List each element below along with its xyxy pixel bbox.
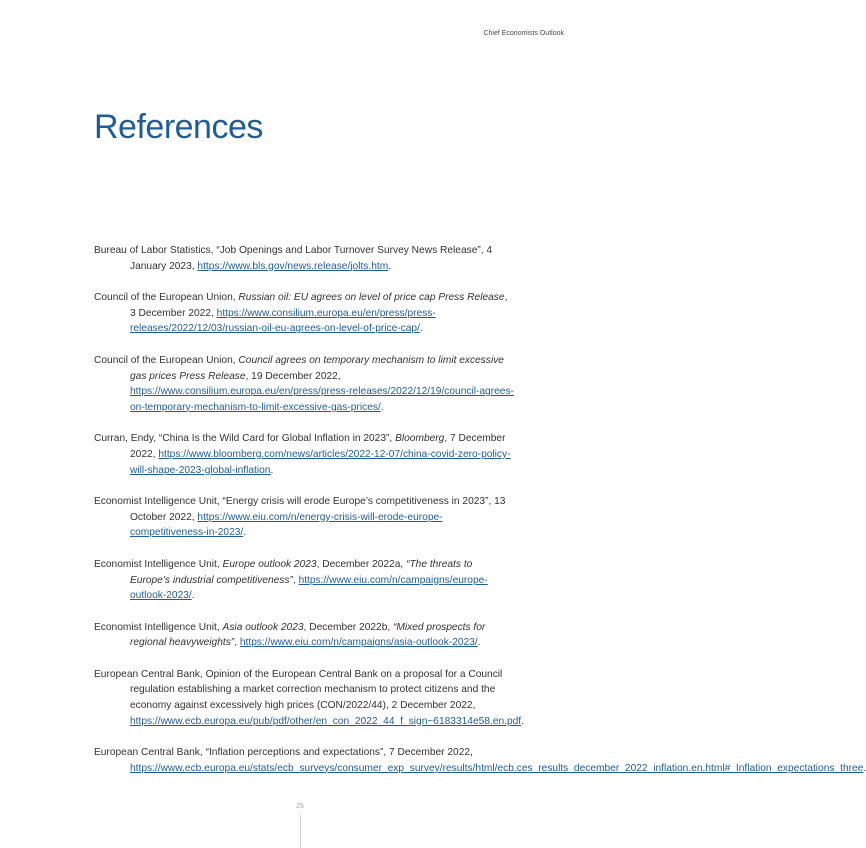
footer-divider: [300, 815, 301, 848]
reference-text: , 7 December 2022,: [130, 433, 506, 460]
reference-text: , December 2022a,: [316, 558, 407, 570]
reference-link[interactable]: https://www.ecb.europa.eu/pub/pdf/other/en_con_2022_44_f_sign~6183314e58.en.pdf: [130, 715, 522, 727]
reference-text: , December 2022b,: [303, 621, 394, 633]
reference-text: .: [521, 715, 524, 727]
reference-entry: [94, 667, 524, 729]
reference-link[interactable]: https://www.bloomberg.com/news/articles/2022-12-07/china-covid-zero-policy-will-shape-2023-global-inflation: [130, 448, 511, 476]
reference-title: Asia outlook 2023: [222, 621, 304, 633]
reference-text: Council of the European Union,: [94, 292, 239, 304]
reference-entry: [94, 431, 514, 478]
reference-link[interactable]: https://www.eiu.com/n/campaigns/asia-outlook-2023/: [239, 637, 478, 649]
reference-text: European Central Bank, “Inflation perceptions and expectations”, 7 December 2022,: [94, 747, 473, 759]
reference-text: .: [863, 762, 866, 774]
reference-text: Economist Intelligence Unit,: [94, 621, 223, 633]
page-number: 25: [296, 803, 304, 810]
reference-text: .: [477, 637, 481, 649]
reference-entry: [94, 494, 514, 541]
reference-link[interactable]: https://www.bls.gov/news.release/jolts.htm: [197, 260, 389, 272]
reference-title: Bloomberg: [395, 433, 445, 445]
reference-text: .: [380, 401, 384, 413]
reference-text: ,: [292, 574, 299, 586]
reference-link[interactable]: https://www.eiu.com/n/campaigns/europe-outlook-2023/: [130, 574, 488, 602]
reference-text: .: [191, 590, 195, 602]
reference-text: .: [243, 527, 247, 539]
reference-text: Economist Intelligence Unit,: [94, 558, 223, 570]
reference-entry: [94, 243, 514, 274]
reference-link[interactable]: https://www.ecb.europa.eu/stats/ecb_surveys/consumer_exp_survey/results/html/ecb.ces_results_december_2022_inflation.en.html#_Inflation_expectations_three: [130, 762, 864, 774]
reference-text: Bureau of Labor Statistics, “Job Openings and Labor Turnover Survey News Release”, 4 January 2023,: [94, 245, 493, 272]
reference-entry: [94, 353, 514, 415]
reference-entry: [94, 620, 514, 651]
reference-title: “The threats to Europe’s industrial competitiveness”: [130, 558, 473, 586]
reference-text: .: [270, 464, 274, 476]
reference-text: .: [419, 323, 423, 335]
reference-entry: [94, 290, 514, 337]
reference-text: European Central Bank, Opinion of the European Central Bank on a proposal for a Council regulation establishing a market correction mechanism to protect citizens and the economy against excessively high prices (CON/2022/44), 2 December 2022,: [94, 668, 503, 712]
reference-link[interactable]: https://www.consilium.europa.eu/en/press/press-releases/2022/12/03/russian-oil-eu-agrees-on-level-of-price-cap/: [130, 307, 436, 335]
reference-title: Europe outlook 2023: [222, 558, 317, 570]
reference-text: , 3 December 2022,: [130, 292, 508, 319]
reference-list: [94, 243, 866, 792]
reference-title: Council agrees on temporary mechanism to limit excessive gas prices Press Release: [130, 354, 504, 382]
running-header: Chief Economists Outlook: [483, 30, 564, 37]
reference-text: .: [388, 260, 392, 272]
reference-link[interactable]: https://www.eiu.com/n/energy-crisis-will-erode-europe-competitiveness-in-2023/: [130, 511, 443, 539]
reference-text: Council of the European Union,: [94, 354, 239, 366]
reference-text: ,: [234, 637, 240, 649]
reference-entry: [94, 745, 866, 776]
reference-entry: [94, 557, 514, 604]
reference-text: Economist Intelligence Unit, “Energy crisis will erode Europe’s competitiveness in 2023”, 13 October 2022,: [94, 496, 506, 523]
reference-link[interactable]: https://www.consilium.europa.eu/en/press/press-releases/2022/12/19/council-agrees-on-temporary-mechanism-to-limit-excessive-gas-prices/: [130, 386, 514, 413]
reference-text: Curran, Endy, “China Is the Wild Card for Global Inflation in 2023”,: [94, 433, 396, 445]
reference-title: “Mixed prospects for regional heavyweights”: [130, 621, 486, 649]
page-title: References: [94, 108, 263, 146]
reference-text: , 19 December 2022,: [245, 370, 341, 382]
reference-title: Russian oil: EU agrees on level of price cap Press Release: [238, 292, 505, 304]
